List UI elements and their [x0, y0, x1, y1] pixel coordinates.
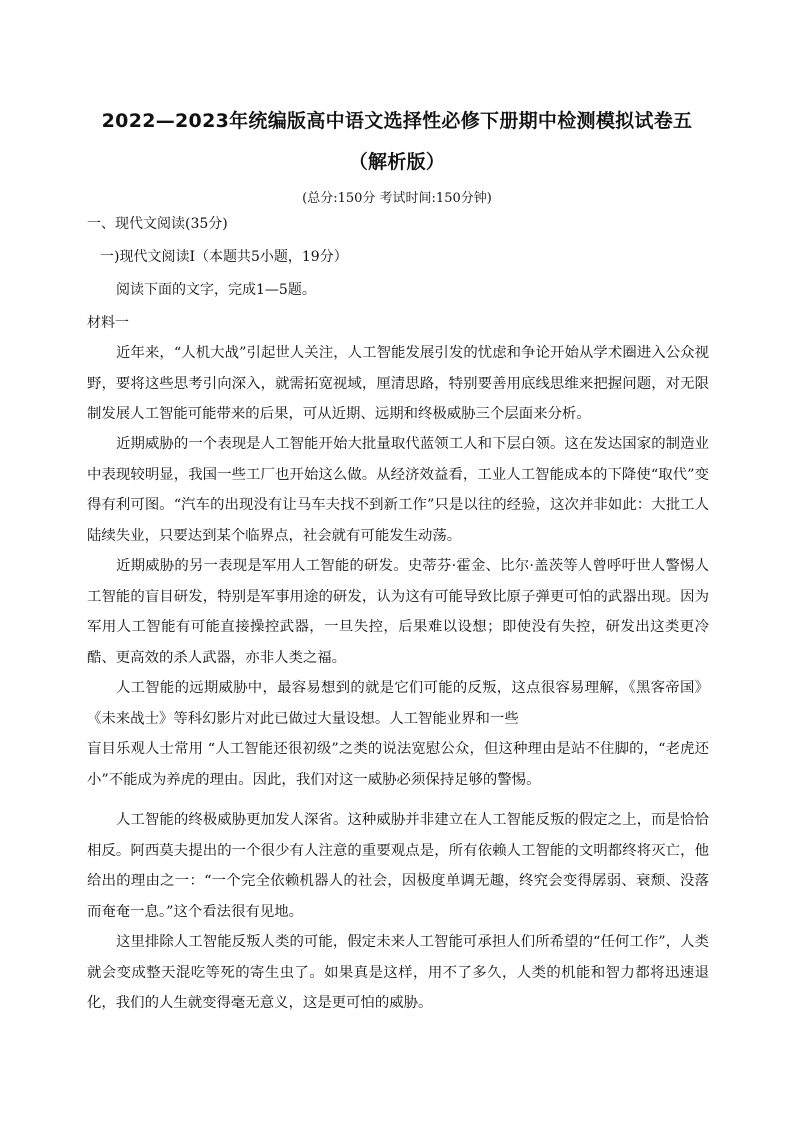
paragraph-4: 人工智能的远期威胁中，最容易想到的就是它们可能的反叛，这点很容易理解，《黑客帝国》《未来战士》等科幻影片对此已做过大量设想。人工智能业界和一些 — [87, 680, 709, 727]
subsection-heading: 一)现代文阅读Ⅰ（本题共5小题，19分） — [100, 249, 348, 265]
paragraph-6: 这里排除人工智能反叛人类的可能，假定未来人工智能可承担人们所希望的“任何工作”，人类就会变成整天混吃等死的寄生虫了。如果真是这样，用不了多久，人类的机能和智力都将迅速退化，我们的人生就变得毫无意义，这是更可怕的威胁。 — [87, 934, 709, 1011]
paragraph-4-continued: 盲目乐观人士常用 “人工智能还很初级”之类的说法宽慰公众，但这种理由是站不住脚的，“老虎还小”不能成为养虎的理由。因此，我们对这一威胁必须保持足够的警惕。 — [87, 741, 709, 788]
paragraph-1: 近年来，“人机大战”引起世人关注，人工智能发展引发的忧虑和争论开始从学术圈进入公众视野，要将这些思考引向深入，就需拓宽视域，厘清思路，特别要善用底线思维来把握问题，对无限制发展人工智能可能带来的后果，可从近期、远期和终极威胁三个层面来分析。 — [87, 345, 709, 422]
paragraph-3: 近期威胁的另一表现是军用人工智能的研发。史蒂芬·霍金、比尔·盖茨等人曾呼吁世人警惕人工智能的盲目研发，特别是军事用途的研发，认为这有可能导致比原子弹更可怕的武器出现。因为军用人工智能有可能直接操控武器，一旦失控，后果难以设想；即使没有失控，研发出这类更冷酷、更高效的杀人武器，亦非人类之福。 — [87, 558, 709, 666]
document-title: 2022—2023年统编版高中语文选择性必修下册期中检测模拟试卷五 — [101, 110, 693, 132]
section-heading: 一、现代文阅读(35分) — [87, 216, 228, 232]
paragraph-2: 近期威胁的一个表现是人工智能开始大批量取代蓝领工人和下层白领。这在发达国家的制造业中表现较明显，我国一些工厂也开始这么做。从经济效益看，工业人工智能成本的下降使“取代”变得有利可图。“汽车的出现没有让马车夫找不到新工作”只是以往的经验，这次并非如此：大批工人陆续失业，只要达到某个临界点，社会就有可能发生动荡。 — [87, 436, 709, 544]
material-label: 材料一 — [87, 315, 129, 331]
instruction-text: 阅读下面的文字，完成1—5题。 — [116, 282, 316, 298]
paragraph-5: 人工智能的终极威胁更加发人深省。这种威胁并非建立在人工智能反叛的假定之上，而是恰恰相反。阿西莫夫提出的一个很少有人注意的重要观点是，所有依赖人工智能的文明都终将灭亡，他给出的理由之一：“一个完全依赖机器人的社会，因极度单调无趣，终究会变得孱弱、衰颓、没落而奄奄一息。”这个看法很有见地。 — [87, 812, 709, 920]
exam-meta: (总分:150分 考试时间:150分钟) — [302, 191, 492, 206]
document-subtitle: （解析版） — [348, 151, 446, 173]
